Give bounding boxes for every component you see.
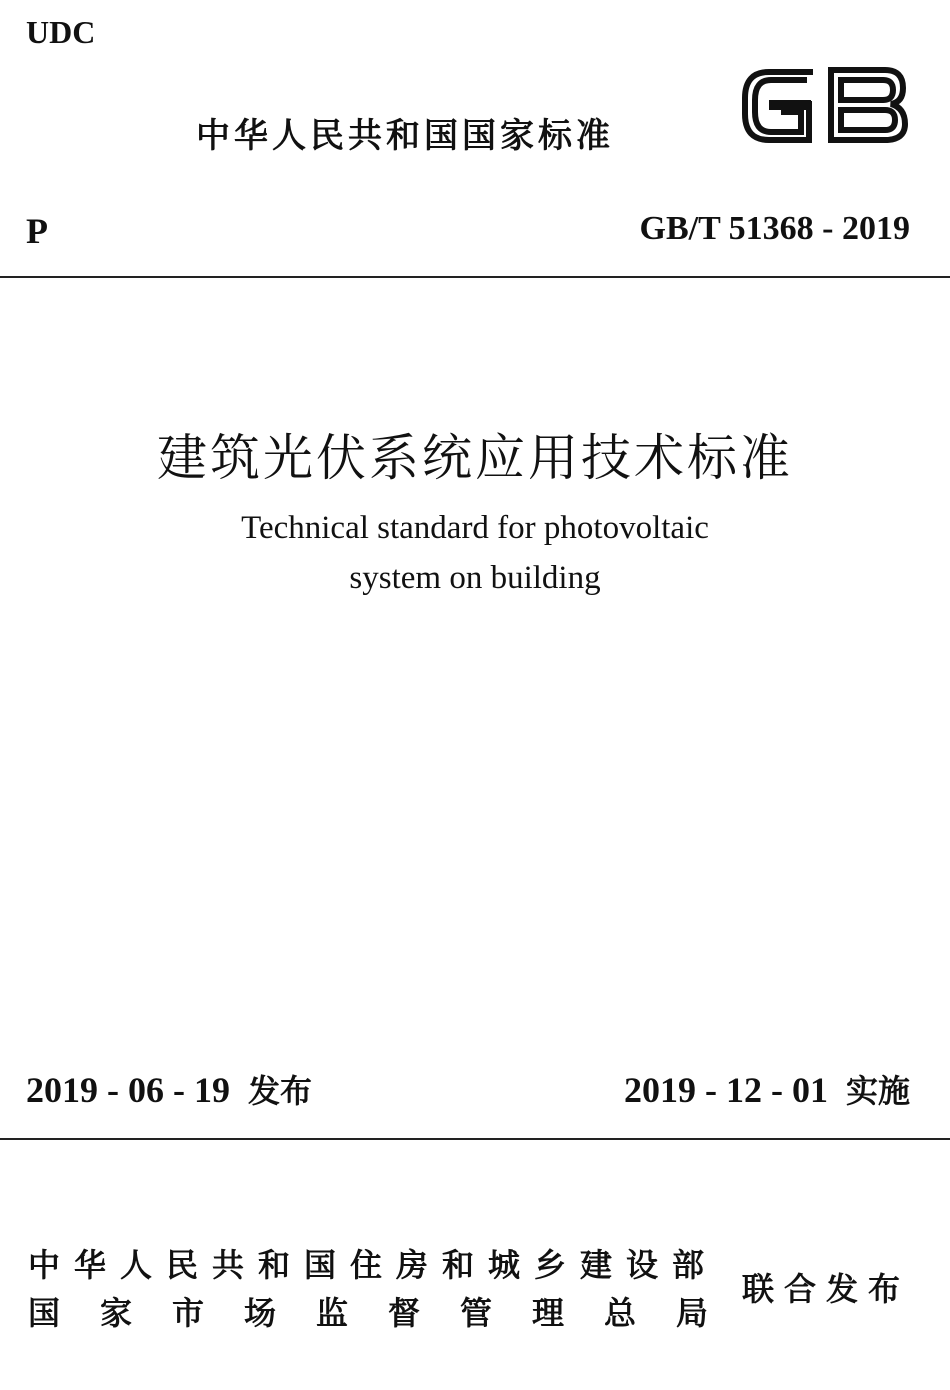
publisher-market-regulation: 国家市场监督管理总局 — [28, 1294, 749, 1332]
issue-date: 2019 - 06 - 19 — [26, 1070, 230, 1110]
category-code: P — [26, 211, 48, 251]
publisher-ministry-housing: 中华人民共和国住房和城乡建设部 — [28, 1246, 719, 1284]
issue-date-block — [26, 1066, 312, 1112]
issue-label: 发布 — [247, 1072, 312, 1110]
title-english-line1: Technical standard for photovoltaic — [241, 510, 709, 546]
effective-date: 2019 - 12 - 01 — [624, 1070, 828, 1110]
document-title-chinese: 建筑光伏系统应用技术标准 — [157, 429, 793, 487]
gb-logo-icon — [735, 58, 913, 150]
bottom-divider — [0, 1138, 950, 1140]
effective-date-block — [624, 1066, 910, 1112]
effective-label: 实施 — [845, 1072, 910, 1110]
title-english-line2: system on building — [349, 560, 601, 596]
top-divider — [0, 276, 950, 278]
joint-release-label: 联合发布 — [742, 1270, 911, 1308]
document-title-english — [0, 503, 950, 603]
udc-label: UDC — [26, 14, 96, 50]
standard-number: GB/T 51368 - 2019 — [639, 210, 910, 247]
national-standard-heading: 中华人民共和国国家标准 — [196, 116, 614, 156]
